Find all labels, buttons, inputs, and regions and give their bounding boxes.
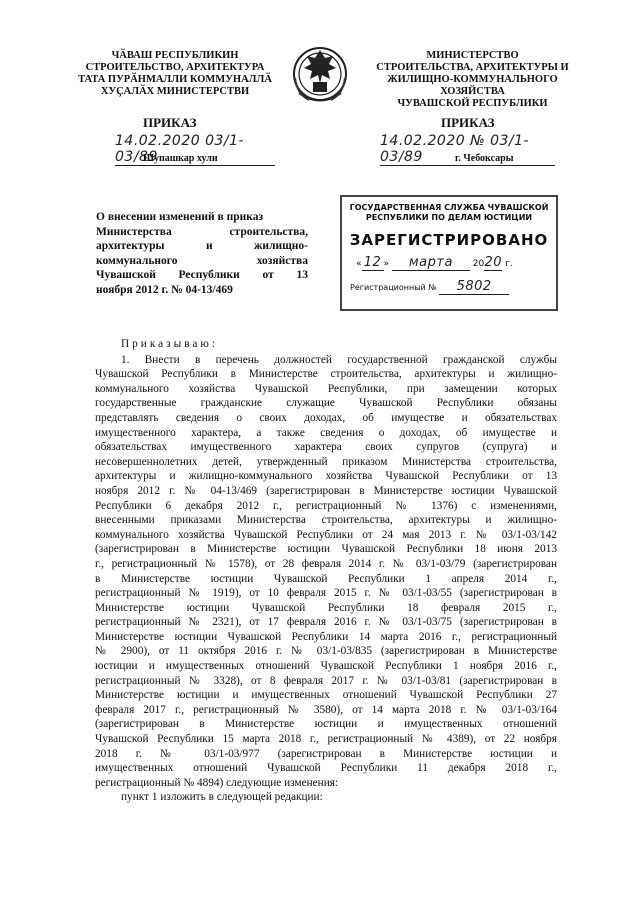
- subject-line: О внесении изменений в приказ: [96, 211, 264, 223]
- left-ministry-name: [70, 50, 280, 98]
- body-line: регистрационный № 2321), от 17 февраля 2016 г. № 03/1-03/75 (зарегистрирован в: [95, 616, 557, 629]
- right-header-line: ЖИЛИЩНО-КОММУНАЛЬНОГО ХОЗЯЙСТВА: [387, 74, 558, 97]
- body-line: Министерстве юстиции Чувашской Республики 14 марта 2016 г., регистрационный: [95, 630, 557, 643]
- body-line: Республики 6 декабря 2012 г., регистрационный № 1376) с изменениями,: [95, 499, 557, 512]
- order-word: Приказываю:: [121, 338, 219, 350]
- order-subject: [96, 210, 308, 297]
- stamp-reg-number: 5802: [439, 279, 509, 295]
- left-header-line: ЧӐВАШ РЕСПУБЛИКИН: [111, 50, 239, 61]
- body-line: Министерстве юстиции Чувашской Республики 18 февраля 2015 г.,: [95, 601, 557, 614]
- body-line: в Министерстве юстиции Чувашской Республики 1 апреля 2014 г.,: [95, 572, 557, 585]
- right-city: г. Чебоксары: [455, 153, 514, 164]
- subject-line: Чувашской Республики от 13: [96, 269, 308, 281]
- body-line: г., регистрационный № 1578), от 28 февраля 2014 г. № 03/1-03/79 (зарегистрирован: [95, 557, 557, 570]
- body-line: февраля 2017 г., регистрационный № 3580), от 14 марта 2018 г. № 03/1-03/164: [95, 703, 557, 716]
- body-line: обязательствах имущественного характера своих супругов (супруга) и: [95, 441, 557, 454]
- stamp-status: ЗАРЕГИСТРИРОВАНО: [349, 231, 549, 249]
- right-date-number: 14.02.2020 № 03/1-03/89: [380, 133, 555, 166]
- right-header-line: ЧУВАШСКОЙ РЕСПУБЛИКИ: [397, 98, 548, 109]
- left-header-line: СТРОИТЕЛЬСТВО, АРХИТЕКТУРА: [85, 62, 265, 73]
- left-header-line: ТАТА ПУРӐНМАЛЛИ КОММУНАЛЛӐ: [78, 74, 272, 85]
- left-date-number: 14.02.2020 03/1-03/89: [115, 133, 275, 166]
- right-order-title: ПРИКАЗ: [441, 115, 495, 130]
- body-line: регистрационный № 4894) следующие изменения:: [95, 776, 339, 789]
- stamp-month: марта: [392, 255, 470, 271]
- coat-of-arms-icon: [289, 38, 351, 108]
- right-header-line: СТРОИТЕЛЬСТВА, АРХИТЕКТУРЫ И: [376, 62, 569, 73]
- stamp-title: [342, 203, 556, 223]
- stamp-title-line: РЕСПУБЛИКИ ПО ДЕЛАМ ЮСТИЦИИ: [365, 213, 533, 222]
- stamp-year-unit: г.: [505, 259, 513, 269]
- body-line: несовершеннолетних детей, утвержденный приказом Министерства строительства,: [95, 455, 557, 468]
- stamp-day: 12: [362, 255, 384, 271]
- body-line: государственные гражданские служащие Чувашской Республики обязаны: [95, 397, 557, 410]
- body-line: Министерстве юстиции и имущественных отношений Чувашской Республики 27: [95, 689, 557, 702]
- body-line: (зарегистрирован в Министерстве юстиции и имущественных отношений: [95, 718, 557, 731]
- body-line: ноября 2012 г. № 04-13/469 (зарегистрирован в Министерстве юстиции Чувашской: [95, 484, 557, 497]
- stamp-reg-label: Регистрационный №: [350, 283, 437, 292]
- body-line: Чувашской Республики 15 марта 2018 г., регистрационный № 4389), от 22 ноября: [95, 733, 557, 746]
- body-line: юстиции и имущественных отношений Чувашской Республики 1 ноября 2016 г.,: [95, 660, 557, 673]
- body-last-line: пункт 1 изложить в следующей редакции:: [121, 791, 323, 804]
- stamp-year-suffix: 20: [484, 255, 502, 270]
- left-city: Шупашкар хули: [143, 153, 218, 164]
- body-line: регистрационный № 3328), от 8 февраля 2017 г. № 03/1-03/81 (зарегистрирован в: [95, 674, 557, 687]
- body-line: внесенными приказами Министерства строительства, архитектуры и жилищно-: [95, 514, 557, 527]
- body-line: (зарегистрирован в Министерстве юстиции Чувашской Республики 18 июня 2013: [95, 543, 557, 556]
- subject-line: Министерства строительства,: [96, 225, 308, 238]
- stamp-title-line: ГОСУДАРСТВЕННАЯ СЛУЖБА ЧУВАШСКОЙ: [349, 203, 549, 212]
- registration-stamp: [340, 195, 558, 311]
- body-line: представлять сведения о своих доходах, об имуществе и обязательствах: [95, 411, 557, 424]
- body-line: имущественных отношений Чувашской Республики 11 декабря 2018 г.,: [95, 762, 557, 775]
- subject-line: архитектуры и жилищно-: [96, 240, 308, 252]
- body-line: № 2900), от 11 октября 2016 г. № 03/1-03/835 (зарегистрирован в Министерстве: [95, 645, 557, 658]
- left-header-line: ХУҪАЛӐХ МИНИСТЕРСТВИ: [100, 86, 250, 97]
- coat-of-arms-emblem: [289, 38, 351, 108]
- body-line: архитектуры и жилищно-коммунального хозяйства Чувашской Республики от 13: [95, 470, 557, 483]
- body-line: коммунального хозяйства Чувашской Республики, при замещении которых: [95, 382, 557, 395]
- stamp-date-row: « 12 » марта 2020 г.: [356, 255, 513, 270]
- body-line: имущественного характера, а также сведения о доходах, об имуществе и: [95, 426, 557, 439]
- left-order-title: ПРИКАЗ: [143, 115, 197, 130]
- subject-line: коммунального хозяйства: [96, 254, 308, 267]
- body-line: 1. Внести в перечень должностей государственной гражданской службы: [121, 353, 557, 366]
- body-line: Чувашской Республики в Министерстве строительства, архитектуры и жилищно-: [95, 368, 557, 381]
- stamp-reg-row: [342, 279, 556, 295]
- body-line: регистрационный № 1919), от 10 февраля 2015 г. № 03/1-03/55 (зарегистрирован в: [95, 587, 557, 600]
- body-line: коммунального хозяйства Чувашской Республики от 24 мая 2013 г. № 03/1-03/142: [95, 528, 557, 541]
- body-line: 2018 г. № 03/1-03/977 (зарегистрирован в Министерстве юстиции и: [95, 747, 557, 760]
- stamp-year-prefix: 20: [472, 259, 485, 269]
- subject-line: ноября 2012 г. № 04-13/469: [96, 283, 233, 296]
- right-header-line: МИНИСТЕРСТВО: [426, 50, 519, 61]
- order-body: [95, 337, 557, 805]
- right-ministry-name: [355, 50, 590, 110]
